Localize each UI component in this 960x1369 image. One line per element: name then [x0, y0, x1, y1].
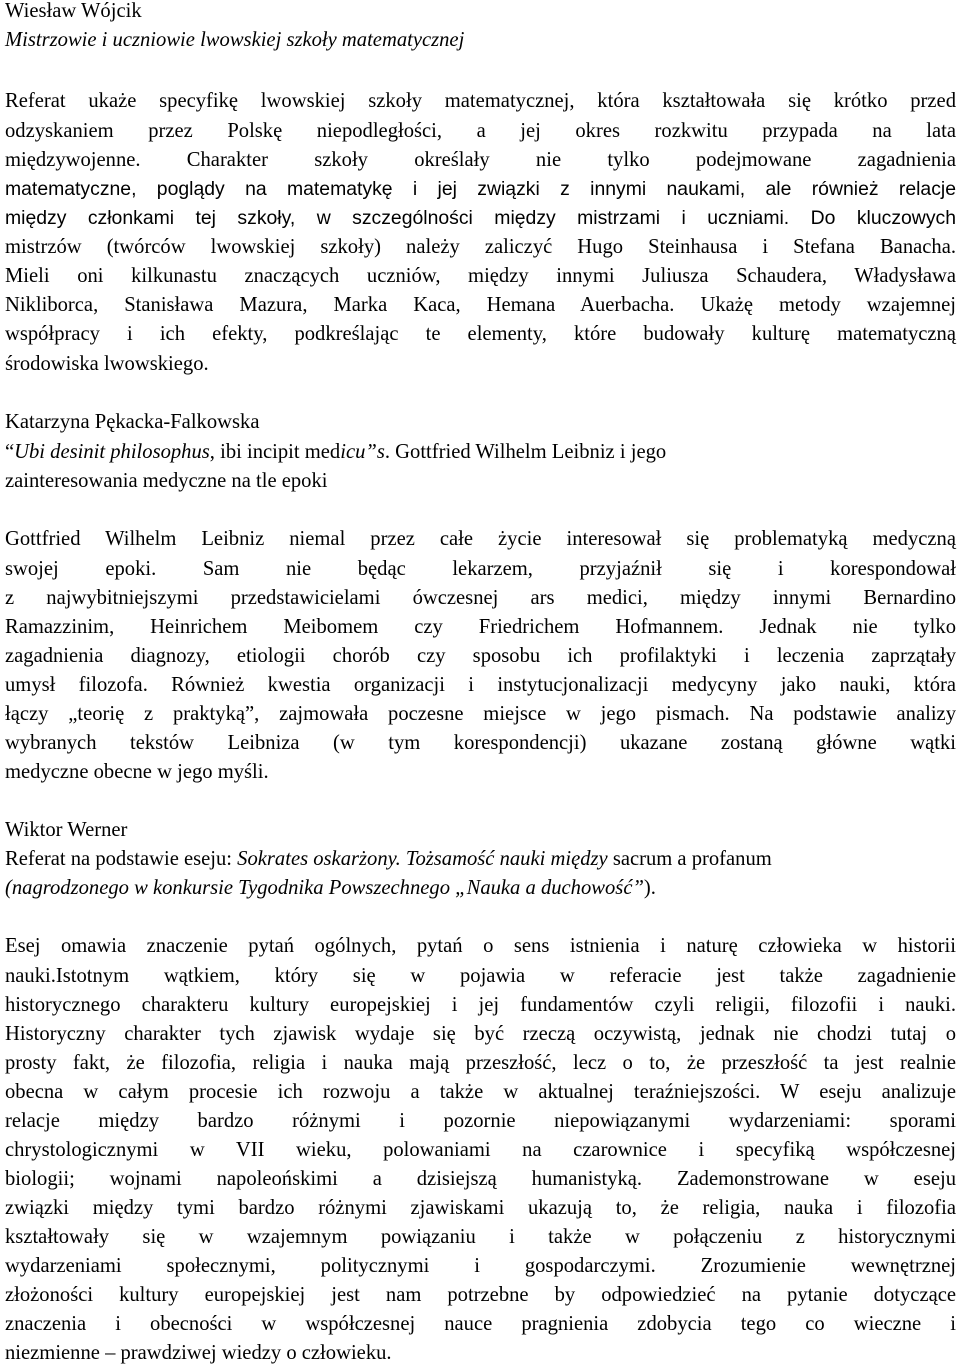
- title-fragment: (nagrodzonego w konkursie Tygodnika Powszechnego „Nauka a duchowość”: [5, 877, 644, 899]
- title-fragment: Ubi desinit philosophus: [14, 441, 210, 463]
- paragraph-line: międzywojenne. Charakter szkoły określały nie tylko podejmowane zagadnienia: [5, 149, 956, 171]
- paragraph-line: swojej epoki. Sam nie będąc lekarzem, przyjaźnił się i korespondował: [5, 558, 956, 580]
- title-fragment: sacrum a profanum: [607, 848, 772, 870]
- paragraph-line: zagadnienia diagnozy, etiologii chorób czy sposobu ich profilaktyki i leczenia zaprzątały: [5, 645, 956, 667]
- abstract-title: [5, 845, 772, 874]
- title-fragment: “: [5, 441, 15, 463]
- paragraph-line: Nikliborca, Stanisława Mazura, Marka Kaca, Hemana Auerbacha. Ukażę metody wzajemnej: [5, 294, 956, 316]
- paragraph-line: relacje między bardzo różnymi i pozornie niepowiązanymi wydarzeniami: sporami: [5, 1110, 956, 1132]
- paragraph-line: Gottfried Wilhelm Leibniz niemal przez całe życie interesował się problematyką medyczną: [5, 528, 956, 550]
- title-fragment: ).: [643, 877, 656, 899]
- title-fragment: . Gottfried Wilhelm Leibniz i jego: [384, 441, 667, 463]
- paragraph-line: wydarzeniami społecznymi, politycznymi i gospodarczymi. Zrozumienie wewnętrznej: [5, 1255, 956, 1277]
- title-fragment: icu”s: [340, 441, 385, 463]
- paragraph-line: umysł filozofa. Również kwestia organizacji i instytucjonalizacji medycyny jako nauki, która: [5, 674, 956, 696]
- paragraph-line: prosty fakt, że filozofia, religia i nauka mają przeszłość, lecz o to, że przeszłość ta jest realnie: [5, 1052, 956, 1074]
- title-fragment: Referat na podstawie eseju:: [5, 848, 238, 870]
- paragraph-line: środowiska lwowskiego.: [5, 353, 209, 375]
- author-name: Wiktor Werner: [5, 819, 128, 841]
- paragraph-line: matematyczne, poglądy na matematykę i jej związki z innymi naukami, ale również relacje: [5, 178, 956, 200]
- paragraph-line: Ramazzinim, Heinrichem Meibomem czy Friedrichem Hofmannem. Jednak nie tylko: [5, 616, 956, 638]
- paragraph-line: łączy „teorię z praktyką”, zajmowała poczesne miejsce w jego pismach. Na podstawie analizy: [5, 703, 956, 725]
- paragraph-line: biologii; wojnami napoleońskimi a dzisiejszą humanistyką. Zademonstrowane w eseju: [5, 1168, 956, 1190]
- abstract-title: [5, 438, 666, 467]
- paragraph-line: mistrzów (twórców lwowskiej szkoły) należy zaliczyć Hugo Steinhausa i Stefana Banacha.: [5, 236, 956, 258]
- paragraph-line: odzyskaniem przez Polskę niepodległości, a jej okres rozkwitu przypada na lata: [5, 120, 956, 142]
- paragraph-line: między członkami tej szkoły, w szczególności między mistrzami i uczniami. Do kluczowych: [5, 207, 956, 229]
- paragraph-line: znaczenia i obecności w współczesnej nauce pragnienia zdobycia tego co wieczne i: [5, 1313, 956, 1335]
- paragraph-line: obecna w całym procesie ich rozwoju a także w aktualnej teraźniejszości. W eseju analizuje: [5, 1081, 956, 1103]
- paragraph-line: niezmienne – prawdziwej wiedzy o człowieku.: [5, 1342, 392, 1364]
- paragraph-line: wybranych tekstów Leibniza (w tym korespondencji) ukazane zostaną główne wątki: [5, 732, 956, 754]
- abstract-title-continued: zainteresowania medyczne na tle epoki: [5, 470, 328, 492]
- author-name: Katarzyna Pękacka-Falkowska: [5, 411, 260, 433]
- paragraph-line: nauki.Istotnym wątkiem, który się w pojawia w referacie jest także zagadnienie: [5, 965, 956, 987]
- author-name: Wiesław Wójcik: [5, 0, 142, 22]
- paragraph-line: współpracy i ich efekty, podkreślając te elementy, które budowały kulturę matematyczną: [5, 323, 956, 345]
- paragraph-line: historycznego charakteru kultury europejskiej i jej fundamentów czyli religii, filozofii i nauki.: [5, 994, 956, 1016]
- paragraph-line: medyczne obecne w jego myśli.: [5, 761, 269, 783]
- title-fragment: Sokrates oskarżony. Tożsamość nauki między: [237, 848, 608, 870]
- abstract-title: Mistrzowie i uczniowie lwowskiej szkoły matematycznej: [5, 29, 465, 51]
- paragraph-line: z najwybitniejszymi przedstawicielami ówczesnej ars medici, między innymi Bernardino: [5, 587, 956, 609]
- paragraph-line: chrystologicznymi w VII wieku, polowaniami na czarownice i specyfiką współczesnej: [5, 1139, 956, 1161]
- abstract-title-continued: [5, 874, 656, 903]
- paragraph-line: związki między tymi bardzo różnymi zjawiskami ukazują to, że religia, nauka i filozofia: [5, 1197, 956, 1219]
- paragraph-line: kształtowały się w wzajemnym powiązaniu i także w połączeniu z historycznymi: [5, 1226, 956, 1248]
- paragraph-line: Mieli oni kilkunastu znaczących uczniów, między innymi Juliusza Schaudera, Władysława: [5, 265, 956, 287]
- title-fragment: , ibi incipit med: [209, 441, 341, 463]
- paragraph-line: Referat ukaże specyfikę lwowskiej szkoły matematycznej, która kształtowała się krótko przed: [5, 90, 956, 112]
- paragraph-line: Esej omawia znaczenie pytań ogólnych, pytań o sens istnienia i naturę człowieka w historii: [5, 935, 956, 957]
- paragraph-line: złożoności kultury europejskiej jest nam potrzebne by odpowiedzieć na pytanie dotyczące: [5, 1284, 956, 1306]
- paragraph-line: Historyczny charakter tych zjawisk wydaje się być rzeczą oczywistą, jednak nie chodzi tutaj o: [5, 1023, 956, 1045]
